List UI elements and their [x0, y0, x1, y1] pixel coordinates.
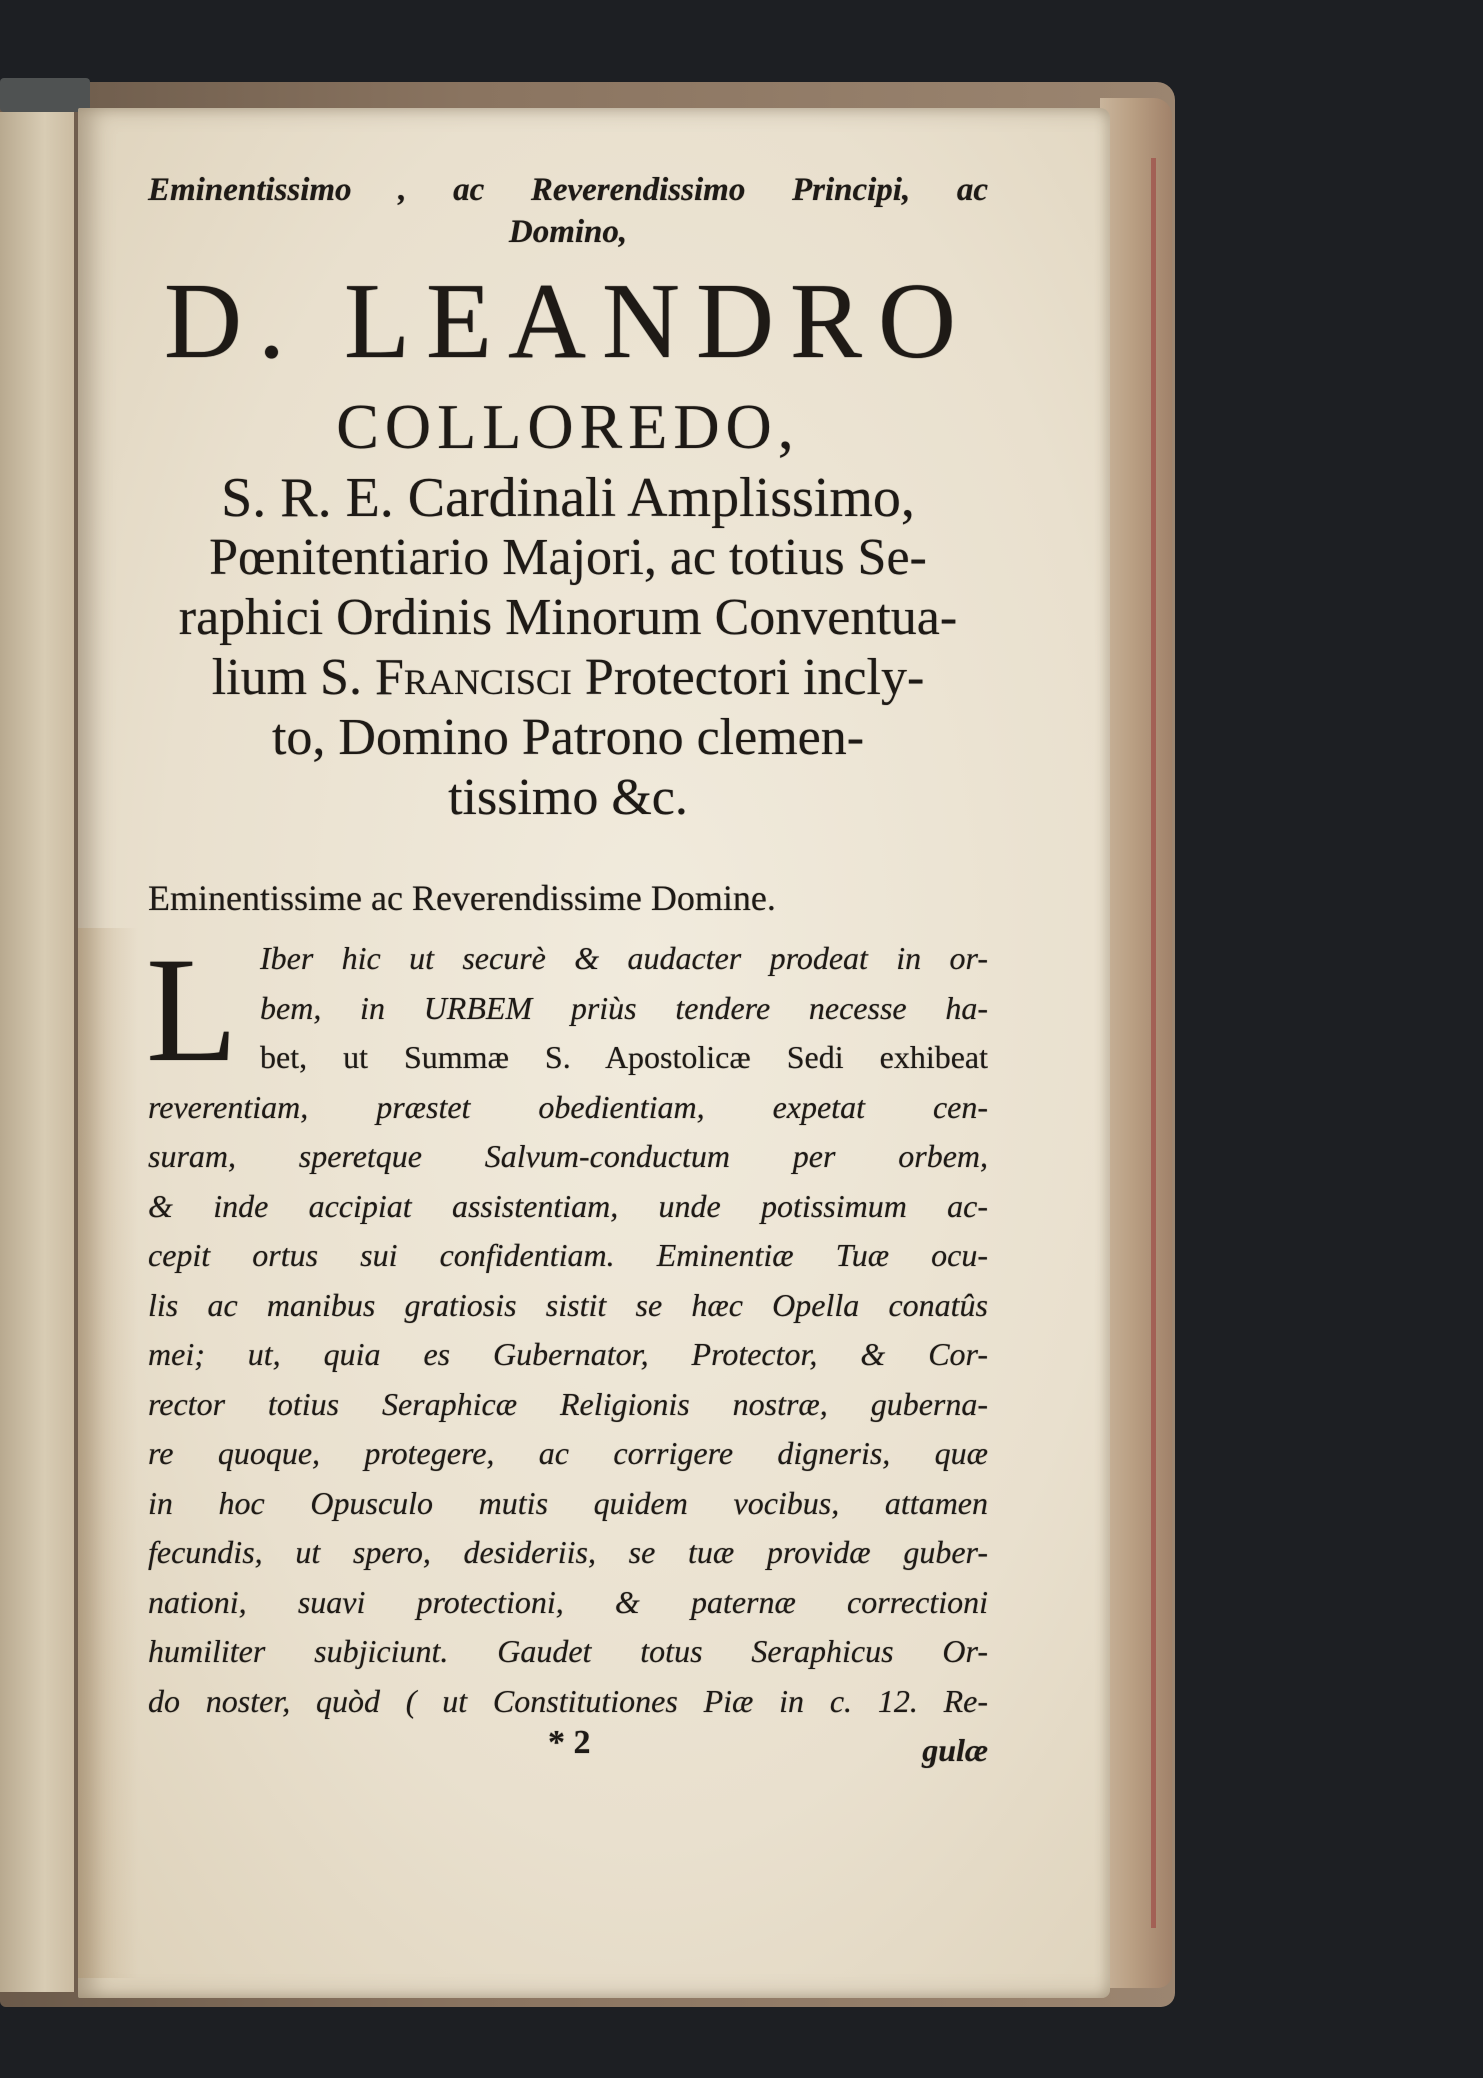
title-line-6: tissimo &c. — [448, 769, 688, 826]
body-line: fecundis, ut spero, desideriis, se tuæ providæ guber- — [148, 1534, 988, 1570]
body-line: rector totius Seraphicæ Religionis nostræ, guberna- — [148, 1385, 988, 1422]
body-line: re quoque, protegere, ac corrigere digneris, quæ — [148, 1435, 988, 1471]
red-edge-stripe — [1151, 158, 1156, 1928]
drop-cap: L — [146, 927, 238, 1093]
page-text — [148, 168, 988, 1778]
title-line-4-post: Protectori incly- — [571, 649, 925, 706]
body-line: Iber hic ut securè & audacter prodeat in or- — [260, 940, 988, 976]
body-line: nationi, suavi protectioni, & paternæ correctioni — [148, 1583, 988, 1620]
page-fore-edge — [1100, 98, 1172, 1988]
catchword: gulæ — [922, 1732, 988, 1768]
body-line: & inde accipiat assistentiam, unde potissimum ac- — [148, 1187, 988, 1224]
addressee-name: D. LEANDRO — [164, 262, 972, 381]
addressee-surname: COLLOREDO, — [336, 391, 800, 462]
body-line: suram, speretque Salvum-conductum per orbem, — [148, 1138, 988, 1174]
dedication-line-2: Domino, — [508, 214, 628, 250]
body-line: reverentiam, præstet obedientiam, expetat cen- — [148, 1088, 988, 1125]
signature-mark: * 2 — [548, 1724, 591, 1761]
body-line: lis ac manibus gratiosis sistit se hæc Opella conatûs — [148, 1286, 988, 1323]
body-line: humiliter subjiciunt. Gaudet totus Seraphicus Or- — [148, 1633, 988, 1669]
book-spine — [0, 78, 90, 112]
left-page-edge — [0, 112, 74, 1992]
body-text — [146, 927, 988, 1726]
title-line-4 — [148, 648, 988, 708]
salutation: Eminentissime ac Reverendissime Domine. — [148, 878, 776, 918]
page-stain — [78, 928, 138, 1978]
body-line: bem, in URBEM priùs tendere necesse ha- — [260, 989, 988, 1026]
dedication-line-1: Eminentissimo , ac Reverendissimo Principi, ac — [148, 172, 988, 208]
title-line-5: to, Domino Patrono clemen- — [271, 709, 865, 766]
body-line: mei; ut, quia es Gubernator, Protector, & Cor- — [148, 1336, 988, 1372]
title-line-3: raphici Ordinis Minorum Conventua- — [178, 589, 958, 646]
body-line: do noster, quòd ( ut Constitutiones Piæ in c. 12. Re- — [148, 1682, 988, 1719]
page-footer — [148, 1724, 988, 1778]
title-line-2: Pœnitentiario Majori, ac totius Se- — [209, 529, 927, 586]
body-line: in hoc Opusculo mutis quidem vocibus, attamen — [148, 1484, 988, 1521]
title-line-4-pre: lium S. — [211, 649, 375, 706]
body-line: bet, ut Summæ S. Apostolicæ Sedi exhibeat — [260, 1039, 988, 1075]
body-line: cepit ortus sui confidentiam. Eminentiæ Tuæ ocu- — [148, 1237, 988, 1273]
title-line-4-smallcaps: Francisci — [374, 649, 572, 706]
title-line-1: S. R. E. Cardinali Amplissimo, — [221, 467, 915, 529]
